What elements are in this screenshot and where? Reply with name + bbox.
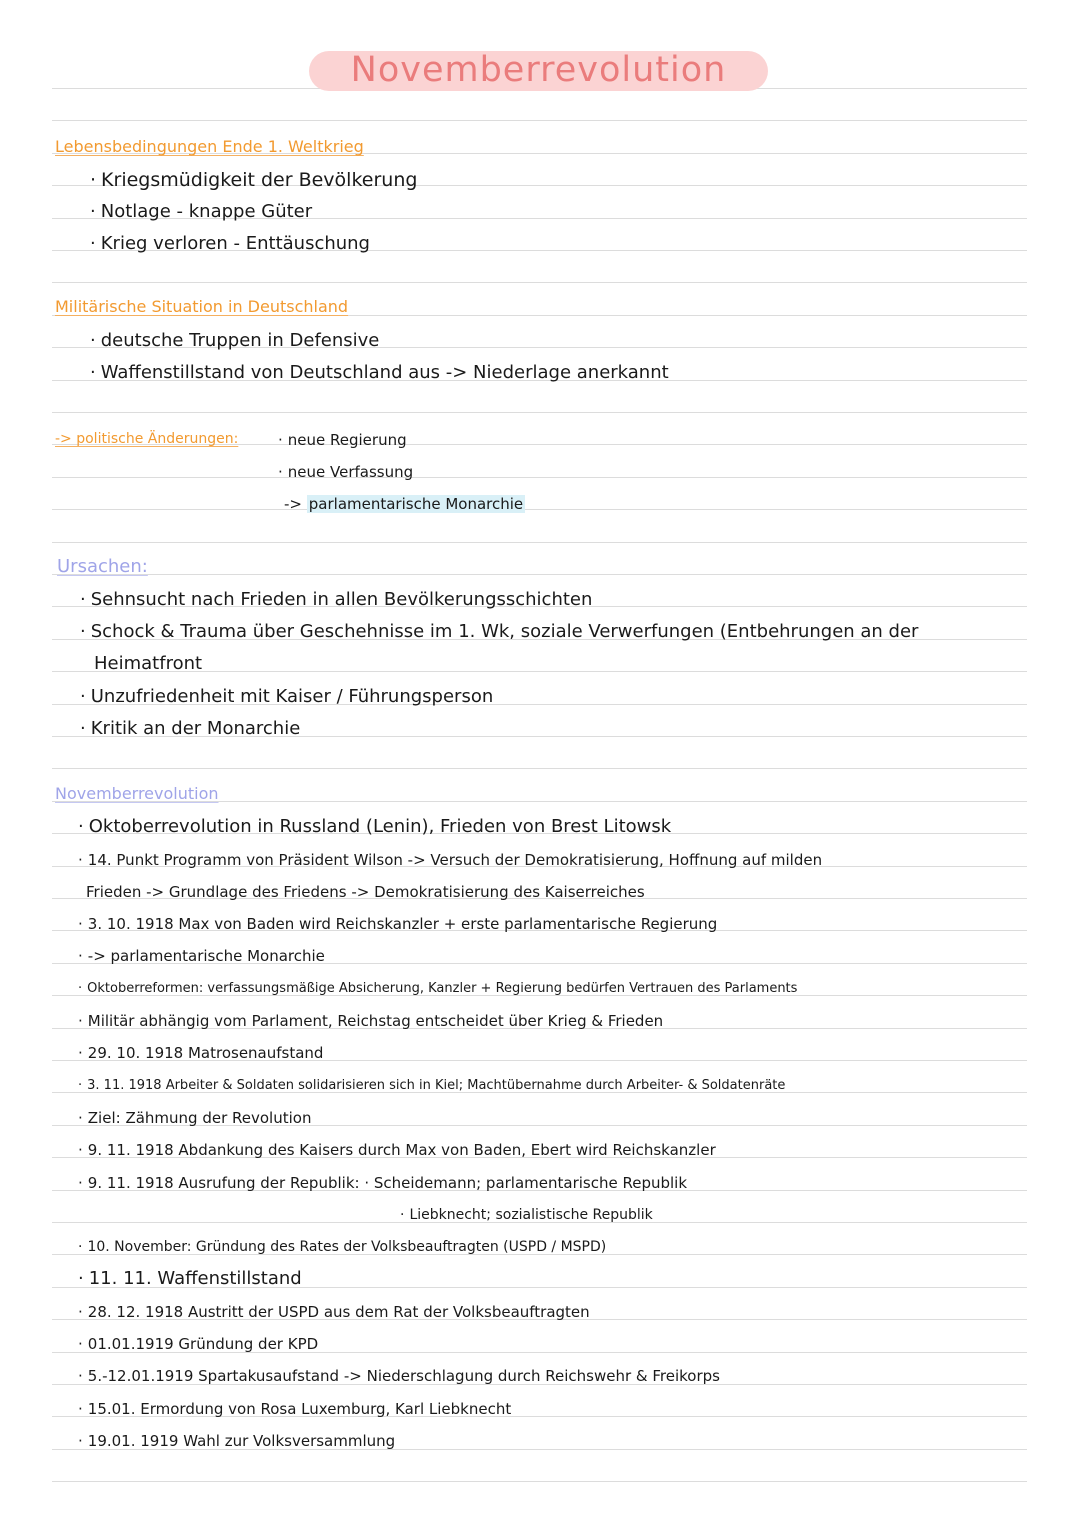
section-heading-novemberrevolution: Novemberrevolution <box>55 784 219 803</box>
ruled-line <box>52 509 1027 510</box>
timeline-item: · 19.01. 1919 Wahl zur Volksversammlung <box>78 1429 395 1453</box>
list-item: · Sehnsucht nach Frieden in allen Bevölkerungsschichten <box>80 588 592 612</box>
timeline-item: · 29. 10. 1918 Matrosenaufstand <box>78 1041 323 1065</box>
section-heading-lebensbedingungen: Lebensbedingungen Ende 1. Weltkrieg <box>55 137 364 156</box>
list-item-continuation: Heimatfront <box>94 653 203 674</box>
ruled-line <box>52 574 1027 575</box>
list-item: · deutsche Truppen in Defensive <box>90 329 379 353</box>
timeline-item-continuation: Frieden -> Grundlage des Friedens -> Demokratisierung des Kaiserreiches <box>86 883 645 901</box>
timeline-item: · 3. 10. 1918 Max von Baden wird Reichskanzler + erste parlamentarische Regierung <box>78 912 717 936</box>
timeline-item: · Oktoberreformen: verfassungsmäßige Absicherung, Kanzler + Regierung bedürfen Vertrauen des Parlaments <box>78 977 797 1001</box>
timeline-item: · 10. November: Gründung des Rates der Volksbeauftragten (USPD / MSPD) <box>78 1235 606 1259</box>
highlighted-result: parlamentarische Monarchie <box>308 495 524 513</box>
ruled-line <box>52 120 1027 121</box>
timeline-item: · 14. Punkt Programm von Präsident Wilson -> Versuch der Demokratisierung, Hoffnung auf milden <box>78 848 822 872</box>
ruled-line <box>52 1481 1027 1482</box>
list-item: · neue Regierung <box>278 428 407 452</box>
section-heading-ursachen: Ursachen: <box>57 556 148 577</box>
list-item: · Unzufriedenheit mit Kaiser / Führungsperson <box>80 685 493 709</box>
timeline-item: · 3. 11. 1918 Arbeiter & Soldaten solidarisieren sich in Kiel; Machtübernahme durch Arbeiter- & Soldatenräte <box>78 1074 785 1098</box>
ruled-line <box>52 412 1027 413</box>
list-item: · Kriegsmüdigkeit der Bevölkerung <box>90 168 417 192</box>
timeline-item: · Ziel: Zähmung der Revolution <box>78 1106 311 1130</box>
timeline-item: · 9. 11. 1918 Abdankung des Kaisers durch Max von Baden, Ebert wird Reichskanzler <box>78 1138 716 1162</box>
list-item: · Waffenstillstand von Deutschland aus -> Niederlage anerkannt <box>90 361 669 385</box>
list-item: · Kritik an der Monarchie <box>80 717 300 741</box>
ruled-line <box>52 282 1027 283</box>
ruled-line <box>52 477 1027 478</box>
timeline-item: · 5.-12.01.1919 Spartakusaufstand -> Niederschlagung durch Reichswehr & Freikorps <box>78 1364 720 1388</box>
timeline-item: · 28. 12. 1918 Austritt der USPD aus dem Rat der Volksbeauftragten <box>78 1300 590 1324</box>
timeline-item: · 9. 11. 1918 Ausrufung der Republik: · Scheidemann; parlamentarische Republik <box>78 1171 687 1195</box>
list-item: · Schock & Trauma über Geschehnisse im 1. Wk, soziale Verwerfungen (Entbehrungen an der <box>80 620 918 644</box>
title-highlight <box>309 51 768 91</box>
list-item: · neue Verfassung <box>278 460 413 484</box>
page-title: Novemberrevolution <box>350 50 727 90</box>
timeline-item: · Militär abhängig vom Parlament, Reichstag entscheidet über Krieg & Frieden <box>78 1009 663 1033</box>
section-heading-militaerisch: Militärische Situation in Deutschland <box>55 297 349 316</box>
timeline-item: · 11. 11. Waffenstillstand <box>78 1267 302 1291</box>
timeline-item: · Oktoberrevolution in Russland (Lenin), Frieden von Brest Litowsk <box>78 815 671 839</box>
section-heading-politisch: -> politische Änderungen: <box>55 431 239 447</box>
timeline-subitem: · Liebknecht; sozialistische Republik <box>400 1203 653 1227</box>
ruled-line <box>52 768 1027 769</box>
timeline-item: · -> parlamentarische Monarchie <box>78 944 325 968</box>
timeline-item: · 01.01.1919 Gründung der KPD <box>78 1332 318 1356</box>
result-line <box>284 492 525 516</box>
list-item: · Notlage - knappe Güter <box>90 200 312 224</box>
list-item: · Krieg verloren - Enttäuschung <box>90 232 370 256</box>
ruled-line <box>52 542 1027 543</box>
arrow-icon: -> <box>284 495 302 513</box>
timeline-item: · 15.01. Ermordung von Rosa Luxemburg, Karl Liebknecht <box>78 1397 511 1421</box>
